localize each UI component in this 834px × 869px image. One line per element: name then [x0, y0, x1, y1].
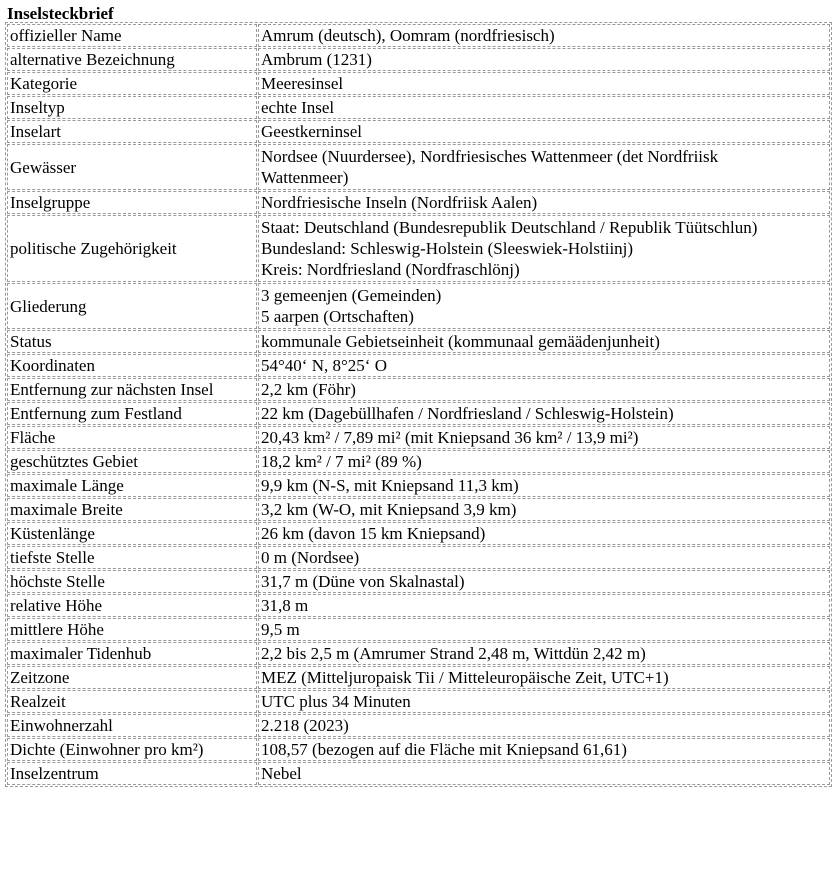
table-row: [7, 546, 830, 569]
row-label: maximaler Tidenhub: [7, 642, 257, 665]
row-label: mittlere Höhe: [7, 618, 257, 641]
row-label: geschütztes Gebiet: [7, 450, 257, 473]
row-label: Koordinaten: [7, 354, 257, 377]
row-label: Dichte (Einwohner pro km²): [7, 738, 257, 761]
row-value: [258, 215, 830, 282]
table-row: [7, 474, 830, 497]
row-label: Realzeit: [7, 690, 257, 713]
table-row: [7, 642, 830, 665]
table-row: [7, 283, 830, 329]
row-value: 3,2 km (W-O, mit Kniepsand 3,9 km): [258, 498, 830, 521]
row-label: Fläche: [7, 426, 257, 449]
row-value-line: 5 aarpen (Ortschaften): [261, 307, 414, 326]
row-value: [258, 144, 830, 190]
table-row: [7, 354, 830, 377]
row-label: Küstenlänge: [7, 522, 257, 545]
row-label: Inselzentrum: [7, 762, 257, 785]
row-label: Gliederung: [7, 283, 257, 329]
row-value: 31,8 m: [258, 594, 830, 617]
row-value: MEZ (Mitteljuropaisk Tii / Mitteleuropäische Zeit, UTC+1): [258, 666, 830, 689]
row-label: Kategorie: [7, 72, 257, 95]
row-value: UTC plus 34 Minuten: [258, 690, 830, 713]
row-label: Einwohnerzahl: [7, 714, 257, 737]
row-label: maximale Breite: [7, 498, 257, 521]
row-value: Nebel: [258, 762, 830, 785]
row-value: Nordfriesische Inseln (Nordfriisk Aalen): [258, 191, 830, 214]
row-label: Status: [7, 330, 257, 353]
table-row: [7, 762, 830, 785]
table-row: [7, 96, 830, 119]
row-value: 20,43 km² / 7,89 mi² (mit Kniepsand 36 km² / 13,9 mi²): [258, 426, 830, 449]
row-value: 0 m (Nordsee): [258, 546, 830, 569]
row-value: 9,9 km (N-S, mit Kniepsand 11,3 km): [258, 474, 830, 497]
row-value: [258, 283, 830, 329]
row-value: Meeresinsel: [258, 72, 830, 95]
table-row: [7, 330, 830, 353]
row-value: echte Insel: [258, 96, 830, 119]
table-row: [7, 498, 830, 521]
table-row: [7, 48, 830, 71]
row-label: Entfernung zum Festland: [7, 402, 257, 425]
row-value: Geestkerninsel: [258, 120, 830, 143]
row-label: alternative Bezeichnung: [7, 48, 257, 71]
row-value: 22 km (Dagebüllhafen / Nordfriesland / Schleswig-Holstein): [258, 402, 830, 425]
table-row: [7, 378, 830, 401]
row-value: 9,5 m: [258, 618, 830, 641]
row-value-line: Wattenmeer): [261, 168, 349, 187]
row-label: Inselgruppe: [7, 191, 257, 214]
row-label: tiefste Stelle: [7, 546, 257, 569]
table-row: [7, 690, 830, 713]
row-value: 18,2 km² / 7 mi² (89 %): [258, 450, 830, 473]
row-value: 108,57 (bezogen auf die Fläche mit Kniepsand 61,61): [258, 738, 830, 761]
island-profile-table: [5, 22, 832, 787]
table-row: [7, 522, 830, 545]
table-caption: Inselsteckbrief: [7, 4, 114, 23]
table-row: [7, 144, 830, 190]
row-value: kommunale Gebietseinheit (kommunaal gemäädenjunheit): [258, 330, 830, 353]
row-label: Gewässer: [7, 144, 257, 190]
table-row: [7, 191, 830, 214]
row-value: 26 km (davon 15 km Kniepsand): [258, 522, 830, 545]
row-label: höchste Stelle: [7, 570, 257, 593]
row-label: politische Zugehörigkeit: [7, 215, 257, 282]
table-row: [7, 426, 830, 449]
table-row: [7, 738, 830, 761]
row-label: relative Höhe: [7, 594, 257, 617]
table-row: [7, 402, 830, 425]
row-value: 54°40‘ N, 8°25‘ O: [258, 354, 830, 377]
table-row: [7, 570, 830, 593]
table-row: [7, 72, 830, 95]
row-label: Entfernung zur nächsten Insel: [7, 378, 257, 401]
table-row: [7, 594, 830, 617]
row-value-line: 3 gemeenjen (Gemeinden): [261, 286, 442, 305]
row-value-line: Staat: Deutschland (Bundesrepublik Deutschland / Republik Tüütschlun): [261, 218, 758, 237]
row-value: Ambrum (1231): [258, 48, 830, 71]
table-row: [7, 215, 830, 282]
row-value: Amrum (deutsch), Oomram (nordfriesisch): [258, 24, 830, 47]
table-row: [7, 618, 830, 641]
row-value: 2.218 (2023): [258, 714, 830, 737]
row-label: Inseltyp: [7, 96, 257, 119]
row-value: 31,7 m (Düne von Skalnastal): [258, 570, 830, 593]
row-value-line: Kreis: Nordfriesland (Nordfraschlönj): [261, 260, 520, 279]
row-label: Inselart: [7, 120, 257, 143]
table-row: [7, 120, 830, 143]
table-row: [7, 450, 830, 473]
row-label: maximale Länge: [7, 474, 257, 497]
row-value: 2,2 km (Föhr): [258, 378, 830, 401]
table-row: [7, 666, 830, 689]
table-row: [7, 24, 830, 47]
row-label: offizieller Name: [7, 24, 257, 47]
row-label: Zeitzone: [7, 666, 257, 689]
row-value: 2,2 bis 2,5 m (Amrumer Strand 2,48 m, Wittdün 2,42 m): [258, 642, 830, 665]
row-value-line: Bundesland: Schleswig-Holstein (Sleeswiek-Holstiinj): [261, 239, 634, 258]
table-row: [7, 714, 830, 737]
row-value-line: Nordsee (Nuurdersee), Nordfriesisches Wattenmeer (det Nordfriisk: [261, 147, 719, 166]
